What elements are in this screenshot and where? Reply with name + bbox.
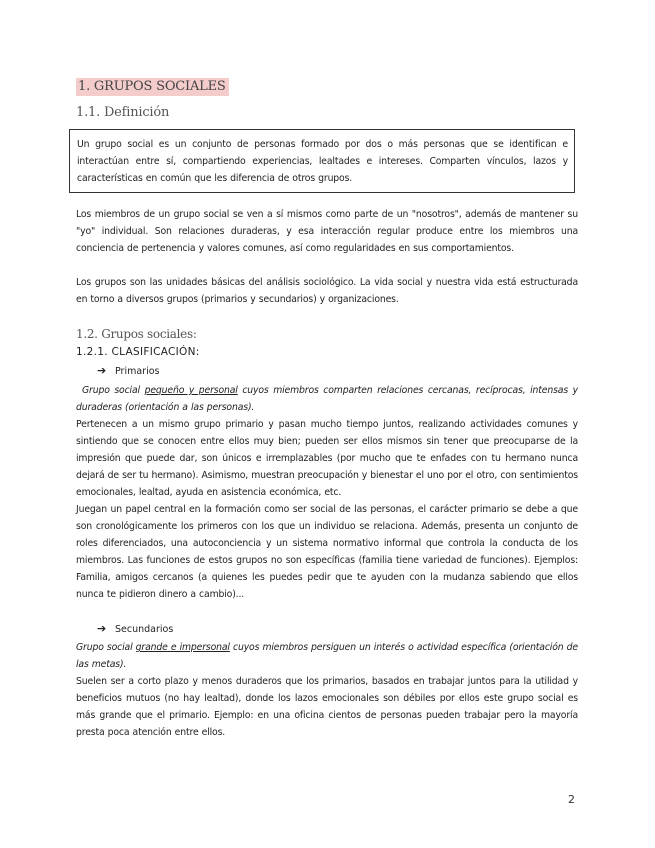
heading-grupos-sociales-sub: 1.2. Grupos sociales: [76, 327, 197, 341]
bullet-primarios-label: Primarios [115, 366, 160, 377]
page-number: 2 [568, 793, 575, 806]
heading-definicion: 1.1. Definición [76, 105, 170, 120]
primarios-def-after: cuyos miembros comparten relaciones cercanas, recíprocas, intensas y duraderas (orientación a las personas). [76, 385, 578, 413]
bullet-primarios [97, 364, 160, 377]
definition-text: Un grupo social es un conjunto de personas formado por dos o más personas que se identifican e interactúan entre sí, compartiendo experiencias, lealtades e intereses. Comparten vínculos, lazos y características en común que les diferencia de otros grupos. [77, 139, 568, 184]
heading-grupos-sociales: 1. GRUPOS SOCIALES [76, 78, 229, 96]
paragraph-unidades-basicas: Los grupos son las unidades básicas del análisis sociológico. La vida social y nuestra vida está estructurada en torno a diversos grupos (primarios y secundarios) y organizaciones. [76, 277, 578, 305]
primarios-def-underlined: pequeño y personal [144, 385, 238, 396]
secundarios-def-before: Grupo social [76, 642, 136, 653]
primarios-paragraph-1: Pertenecen a un mismo grupo primario y pasan mucho tiempo juntos, realizando actividades comunes y sintiendo que se conocen entre ellos muy bien; pueden ser ellos mismos sin tener que preocuparse de la impresión que puede dar, son únicos e irremplazables (por mucho que te enfades con tu hermano nunca dejará de ser tu hermano). Asimismo, muestran preocupación y bienestar el uno por el otro, con sentimientos emocionales, lealtad, ayuda en asistencia económica, etc. [76, 419, 578, 498]
arrow-icon: ➔ [97, 364, 107, 377]
arrow-icon: ➔ [97, 622, 107, 635]
bullet-secundarios-label: Secundarios [115, 624, 174, 635]
secundarios-paragraph-1: Suelen ser a corto plazo y menos duraderos que los primarios, basados en trabajar juntos para la utilidad y beneficios mutuos (no hay lealtad), donde los lazos emocionales son débiles por ellos este grupo social es más grande que el primario. Ejemplo: en una oficina cientos de personas pueden trabajar pero la mayoría presta poca atención entre ellos. [76, 676, 578, 738]
heading-clasificacion: 1.2.1. CLASIFICACIÓN: [76, 346, 200, 358]
secundarios-def-after: cuyos miembros persiguen un interés o actividad específica (orientación de las metas). [76, 642, 578, 670]
primarios-definition [76, 382, 578, 416]
secundarios-def-underlined: grande e impersonal [135, 642, 230, 653]
primarios-def-before: Grupo social [82, 385, 145, 396]
bullet-secundarios [97, 622, 173, 635]
primarios-paragraph-2: Juegan un papel central en la formación como ser social de las personas, el carácter primario se debe a que son cronológicamente los primeros con los que un individuo se relaciona. Además, presenta un conjunto de roles diferenciados, una autoconciencia y un sistema normativo informal que controla la conducta de los miembros. Las funciones de estos grupos no son específicas (familia tiene variedad de funciones). Ejemplos: Familia, amigos cercanos (a quienes les puedes pedir que te ayuden con la mudanza sabiendo que ellos nunca te pidieron dinero a cambio)... [76, 504, 578, 600]
paragraph-nosotros: Los miembros de un grupo social se ven a sí mismos como parte de un "nosotros", además de mantener su "yo" individual. Son relaciones duraderas, y esa interacción regular produce entre los miembros una conciencia de pertenencia y valores comunes, así como regularidades en sus comportamientos. [76, 209, 578, 254]
definition-box [69, 129, 575, 193]
secundarios-definition [76, 639, 578, 673]
